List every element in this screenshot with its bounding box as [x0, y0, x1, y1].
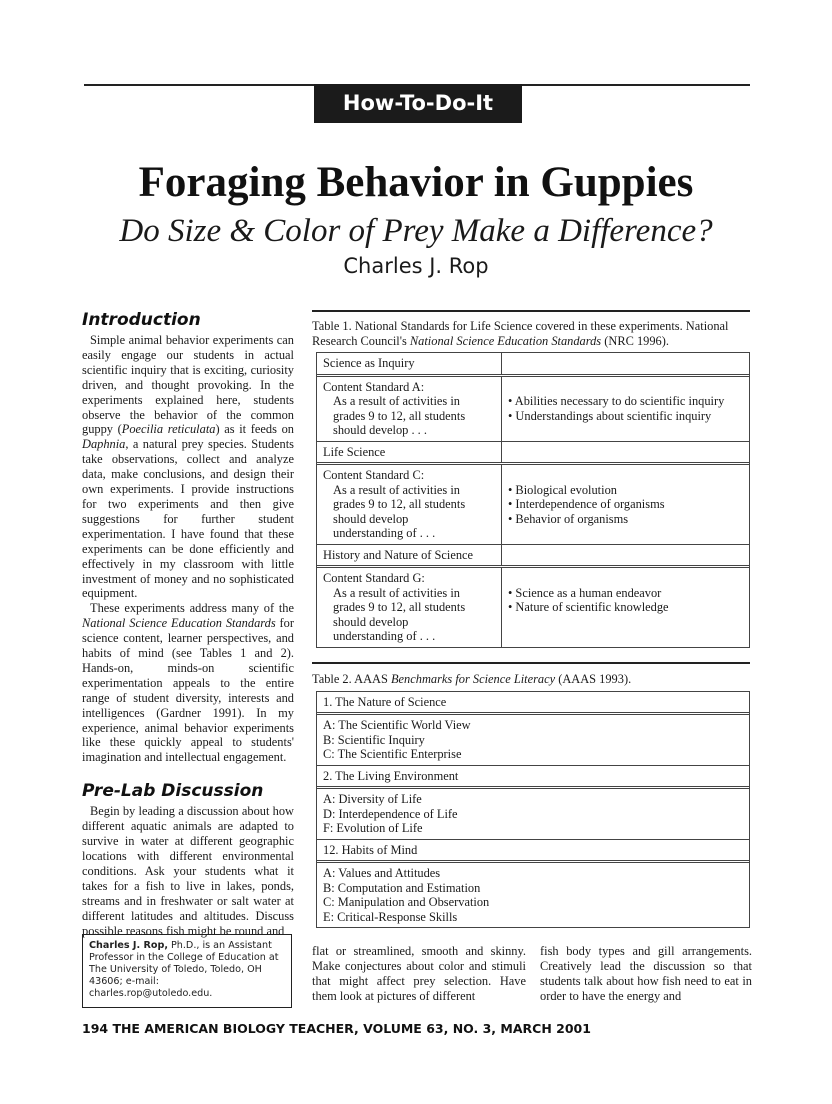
table-2-item: A: Values and Attitudes [323, 866, 441, 880]
page-footer: 194 THE AMERICAN BIOLOGY TEACHER, VOLUME 63, NO. 3, MARCH 2001 [82, 1021, 591, 1036]
table-2-item: B: Scientific Inquiry [323, 732, 425, 747]
table-2 [312, 662, 750, 928]
table-1 [312, 310, 750, 648]
table-1-standard-line: should develop . . . [333, 423, 427, 437]
table-2-section-body [317, 789, 749, 840]
introduction-heading: Introduction [82, 310, 201, 330]
column-3-text: fish body types and gill arrangements. Creatively lead the discussion so that students talk about how fish need to eat in order to have the energy and [540, 944, 752, 1003]
table-2-item: B: Computation and Estimation [323, 880, 481, 895]
table-2-caption: Table 2. AAAS Benchmarks for Science Literacy (AAAS 1993). [312, 672, 632, 686]
author-bio-box [82, 934, 292, 1008]
table-1-header-cell: History and Nature of Science [317, 545, 502, 566]
table-1-bullet: • Nature of scientific knowledge [508, 600, 669, 614]
table-2-section-header: 2. The Living Environment [317, 766, 749, 790]
table-1-standard-label: Content Standard C: [323, 468, 425, 482]
table-1-bullet: • Biological evolution [508, 482, 617, 497]
table-1-standard-line: grades 9 to 12, all students [333, 408, 466, 423]
table-1-bullet-cell [502, 377, 749, 441]
article-subtitle: Do Size & Color of Prey Make a Difference? [119, 213, 713, 249]
section-banner: How-To-Do-It [314, 84, 522, 123]
table-1-top-rule [312, 310, 750, 312]
table-1-section-body [317, 377, 749, 442]
table-2-item: D: Interdependence of Life [323, 806, 458, 821]
table-1-standard-label: Content Standard A: [323, 379, 425, 394]
table-1-header-blank [502, 442, 749, 463]
table-1-standard-cell [317, 465, 502, 544]
bio-text: Ph.D., is an Assistant Professor in the College of Education at The University of Toledo, Toledo, OH 43606; e-mail: charles.rop@utoledo.edu. [89, 940, 279, 999]
table-2-item: E: Critical-Response Skills [323, 909, 458, 924]
table-2-item: C: The Scientific Enterprise [323, 747, 462, 761]
table-2-item: F: Evolution of Life [323, 821, 423, 835]
table-2-section-header: 1. The Nature of Science [317, 692, 749, 716]
table-1-standard-line: As a result of activities in [333, 394, 460, 408]
table-1-standard-line: should develop [333, 511, 409, 526]
table-2-top-rule [312, 662, 750, 664]
table-1-section-body [317, 568, 749, 647]
table-1-standard-line: grades 9 to 12, all students [333, 497, 466, 511]
table-1-section-body [317, 465, 749, 545]
table-1-standard-line: should develop [333, 614, 409, 629]
table-1-standard-line: grades 9 to 12, all students [333, 600, 466, 614]
table-1-section-header [317, 442, 749, 466]
table-1-bullet: • Understandings about scientific inquiry [508, 408, 712, 423]
introduction-paragraph-1: Simple animal behavior experiments can easily engage our students in actual scientific inquiry that is exciting, curiosity driven, and thought provoking. In the experiments explained here, students observe the behavior of the common guppy (Poecilia reticulata) as it feeds on Daphnia, a natural prey species. Students take observations, collect and analyze data, make conclusions, and design their own experiments. I provide instructions for two experiments and then give suggestions for further student experimentation. I have found that these experiments can be done efficiently and effectively in my classroom with little investment of money and no sophisticated equipment. [82, 333, 294, 601]
table-1-standard-cell [317, 568, 502, 647]
table-1-standard-line: As a result of activities in [333, 482, 460, 497]
table-1-standard-label: Content Standard G: [323, 571, 425, 585]
table-2-section-body [317, 715, 749, 766]
table-1-header-blank [502, 353, 749, 374]
table-1-standard-cell [317, 377, 502, 441]
table-2-item: A: The Scientific World View [323, 718, 471, 732]
table-1-header-cell: Science as Inquiry [317, 353, 502, 374]
table-1-standard-line: understanding of . . . [333, 629, 436, 643]
table-1-header-blank [502, 545, 749, 566]
table-1-bullet: • Abilities necessary to do scientific inquiry [508, 394, 725, 408]
article-author: Charles J. Rop [343, 254, 489, 278]
table-2-grid [316, 691, 750, 929]
left-column [82, 310, 294, 938]
prelab-heading: Pre-Lab Discussion [82, 781, 264, 802]
prelab-paragraph: Begin by leading a discussion about how different aquatic animals are adapted to survive in water at different geographic locations with different environmental conditions. Ask your students what it takes for a fish to live in lakes, ponds, streams and in freshwater or salt water at different latitudes and altitudes. Discuss possible reasons fish might be round and [82, 804, 294, 938]
table-2-section-header: 12. Habits of Mind [317, 840, 749, 864]
table-1-bullet: • Science as a human endeavor [508, 585, 662, 600]
table-1-caption: Table 1. National Standards for Life Science covered in these experiments. National Research Council's National Science Education Standards (NRC 1996). [312, 319, 729, 348]
table-1-bullet: • Behavior of organisms [508, 511, 629, 526]
introduction-paragraph-2: These experiments address many of the National Science Education Standards for science content, learner perspectives, and habits of mind (see Tables 1 and 2). Hands-on, minds-on scientific experimentation appeals to the entire range of student diversity, interests and intelligences (Gardner 1991). In my experience, animal behavior experiments like these quickly appeal to students' imagination and intellectual engagement. [82, 601, 294, 765]
table-1-section-header [317, 545, 749, 569]
bio-name: Charles J. Rop, [89, 940, 168, 951]
table-1-header-cell: Life Science [317, 442, 502, 463]
table-2-item: C: Manipulation and Observation [323, 895, 490, 909]
table-1-bullet-cell [502, 568, 749, 647]
table-1-bullet: • Interdependence of organisms [508, 497, 665, 511]
column-2-text: flat or streamlined, smooth and skinny. Make conjectures about color and stimuli that might affect prey selection. Have them look at pictures of different [312, 944, 526, 1003]
table-2-section-body [317, 863, 749, 927]
table-1-grid [316, 352, 750, 648]
table-2-item: A: Diversity of Life [323, 792, 422, 806]
table-1-section-header [317, 353, 749, 377]
article-title: Foraging Behavior in Guppies [138, 159, 694, 206]
table-1-standard-line: As a result of activities in [333, 585, 460, 600]
table-1-bullet-cell [502, 465, 749, 544]
table-1-standard-line: understanding of . . . [333, 526, 436, 540]
